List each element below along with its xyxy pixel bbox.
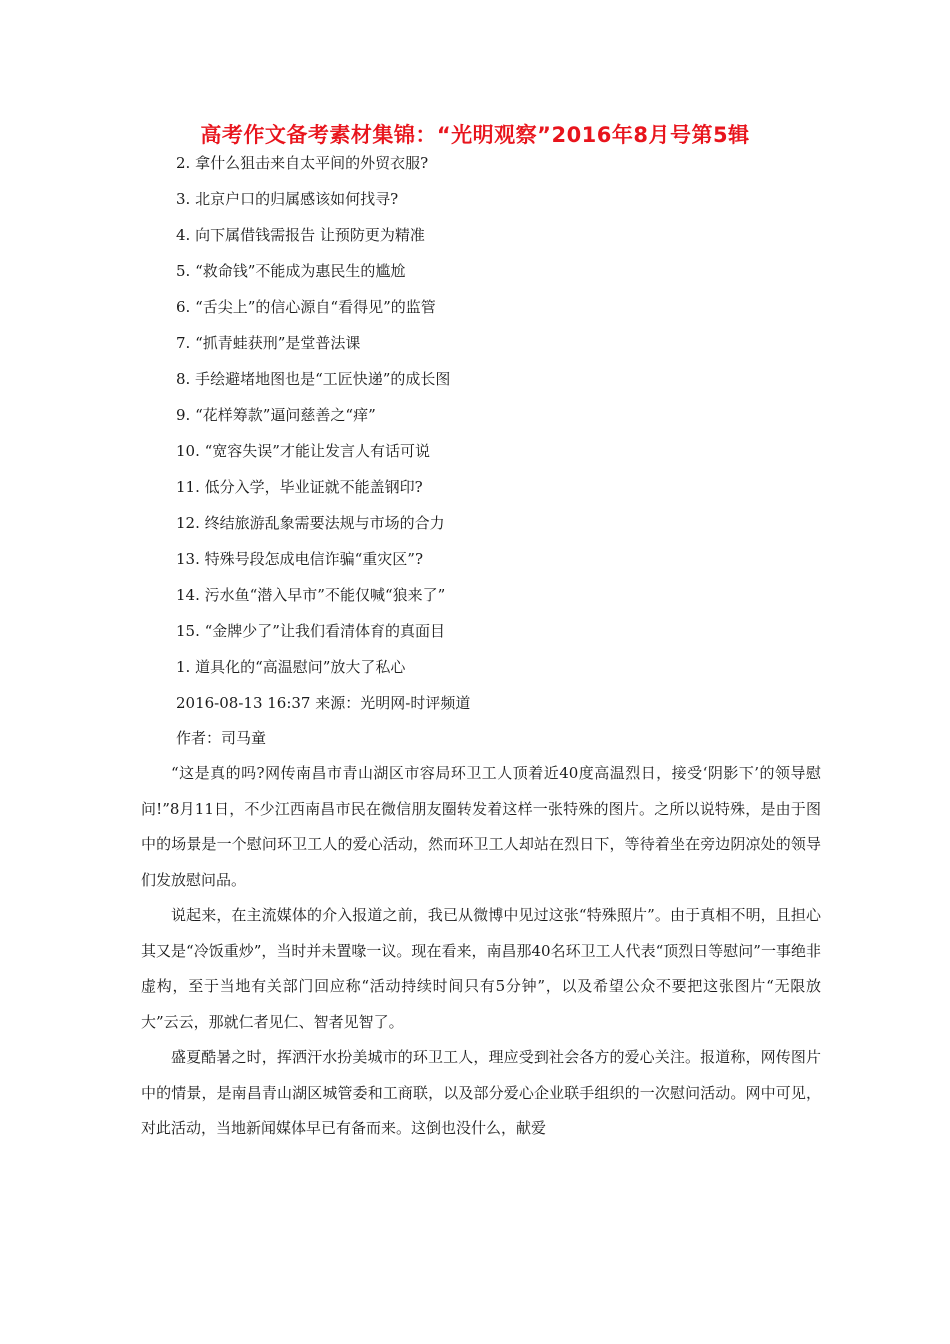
article-meta: 2016-08-13 16:37 来源：光明网-时评频道 [176, 694, 471, 712]
body-paragraph: 说起来，在主流媒体的介入报道之前，我已从微博中见过这张“特殊照片”。由于真相不明，且担心其又是“冷饭重炒”，当时并未置喙一议。现在看来，南昌那40名环卫工人代表“顶烈日等慰问”一事绝非虚构，至于当地有关部门回应称“活动持续时间只有5分钟”，以及希望公众不要把这张图片“无限放大”云云，那就仁者见仁、智者见智了。 [141, 906, 821, 1031]
list-item: 11. 低分入学，毕业证就不能盖钢印? [176, 478, 423, 496]
list-item: 3. 北京户口的归属感该如何找寻? [176, 190, 399, 208]
list-item: 13. 特殊号段怎成电信诈骗“重灾区”? [176, 550, 424, 568]
list-item: 14. 污水鱼“潜入早市”不能仅喊“狼来了” [176, 586, 446, 604]
list-item: 6. “舌尖上”的信心源自“看得见”的监管 [176, 298, 436, 316]
article-list [176, 145, 826, 685]
list-item: 5. “救命钱”不能成为惠民生的尴尬 [176, 262, 406, 280]
list-item: 1. 道具化的“高温慰问”放大了私心 [176, 658, 406, 676]
list-item: 8. 手绘避堵地图也是“工匠快递”的成长图 [176, 370, 451, 388]
body-paragraph: “这是真的吗?网传南昌市青山湖区市容局环卫工人顶着近40度高温烈日，接受‘阴影下’的领导慰问!”8月11日，不少江西南昌市民在微信朋友圈转发着这样一张特殊的图片。之所以说特殊，是由于图中的场景是一个慰问环卫工人的爱心活动，然而环卫工人却站在烈日下，等待着坐在旁边阴凉处的领导们发放慰问品。 [141, 764, 821, 889]
list-item: 12. 终结旅游乱象需要法规与市场的合力 [176, 514, 445, 532]
list-item: 15. “金牌少了”让我们看清体育的真面目 [176, 622, 445, 640]
list-item: 9. “花样筹款”逼问慈善之“痒” [176, 406, 376, 424]
list-item: 7. “抓青蛙获刑”是堂普法课 [176, 334, 361, 352]
body-paragraph: 盛夏酷暑之时，挥洒汗水扮美城市的环卫工人，理应受到社会各方的爱心关注。报道称，网传图片中的情景，是南昌青山湖区城管委和工商联，以及部分爱心企业联手组织的一次慰问活动。网中可见，对此活动，当地新闻媒体早已有备而来。这倒也没什么，献爱 [141, 1048, 821, 1137]
list-item: 10. “宽容失误”才能让发言人有话可说 [176, 442, 430, 460]
article-body [141, 756, 821, 1147]
list-item: 4. 向下属借钱需报告 让预防更为精准 [176, 226, 425, 244]
list-item: 2. 拿什么狙击来自太平间的外贸衣服? [176, 154, 429, 172]
article-author: 作者：司马童 [176, 729, 267, 747]
document-title: 高考作文备考素材集锦：“光明观察”2016年8月号第5辑 [200, 123, 750, 147]
